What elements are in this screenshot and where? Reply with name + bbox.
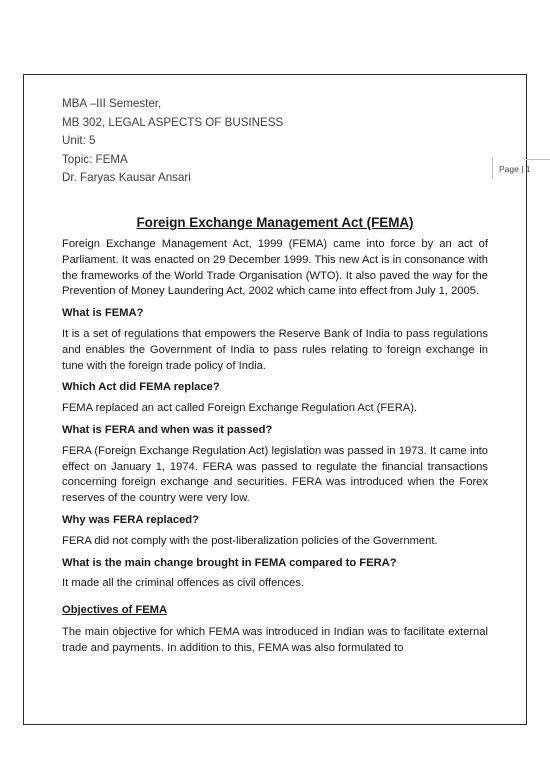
question-what-is-fema: What is FEMA?	[62, 307, 144, 320]
header-line-author: Dr. Faryas Kausar Ansari	[62, 171, 191, 185]
objectives-paragraph: The main objective for which FEMA was introduced in Indian was to facilitate external trade and payments. In addition to this, FEMA was also formulated to	[62, 625, 488, 654]
answer-what-is-fema: It is a set of regulations that empowers the Reserve Bank of India to pass regulations and enables the Government of India to pass rules relating to foreign exchange in tune with the foreign trade policy of India.	[62, 327, 488, 372]
document-header	[62, 95, 482, 188]
document-body	[62, 214, 488, 663]
answer-main-change: It made all the criminal offences as civil offences.	[62, 577, 305, 590]
section-heading-objectives: Objectives of FEMA	[62, 604, 168, 617]
answer-what-is-fera: FERA (Foreign Exchange Regulation Act) legislation was passed in 1973. It came into effect on January 1, 1974. FERA was passed to regulate the financial transactions concerning foreign exchange and securities. FERA was introduced when the Forex reserves of the country were very low.	[62, 444, 488, 505]
header-line-unit: Unit: 5	[62, 134, 96, 148]
question-why-fera-replaced: Why was FERA replaced?	[62, 513, 199, 526]
header-line-semester: MBA –III Semester,	[62, 97, 162, 110]
answer-why-fera-replaced: FERA did not comply with the post-liberalization policies of the Government.	[62, 534, 438, 547]
header-line-topic: Topic: FEMA	[62, 152, 128, 166]
question-act-replaced: Which Act did FEMA replace?	[62, 381, 220, 394]
answer-act-replaced: FEMA replaced an act called Foreign Exchange Regulation Act (FERA).	[62, 402, 418, 415]
intro-paragraph: Foreign Exchange Management Act, 1999 (FEMA) came into force by an act of Parliament. It was enacted on 29 December 1999. This new Act is in consonance with the frameworks of the World Trade Organisation (WTO). It also paved the way for the Prevention of Money Laundering Act, 2002 which came into effect from July 1, 2005.	[62, 238, 488, 298]
question-main-change: What is the main change brought in FEMA compared to FERA?	[62, 556, 397, 569]
page-number-divider	[492, 157, 493, 179]
page-number: Page | 1	[499, 164, 531, 174]
document-title: Foreign Exchange Management Act (FEMA)	[136, 215, 414, 230]
question-what-is-fera: What is FERA and when was it passed?	[62, 423, 273, 436]
header-line-course: MB 302, LEGAL ASPECTS OF BUSINESS	[62, 115, 284, 129]
page-number-rule	[526, 159, 550, 160]
